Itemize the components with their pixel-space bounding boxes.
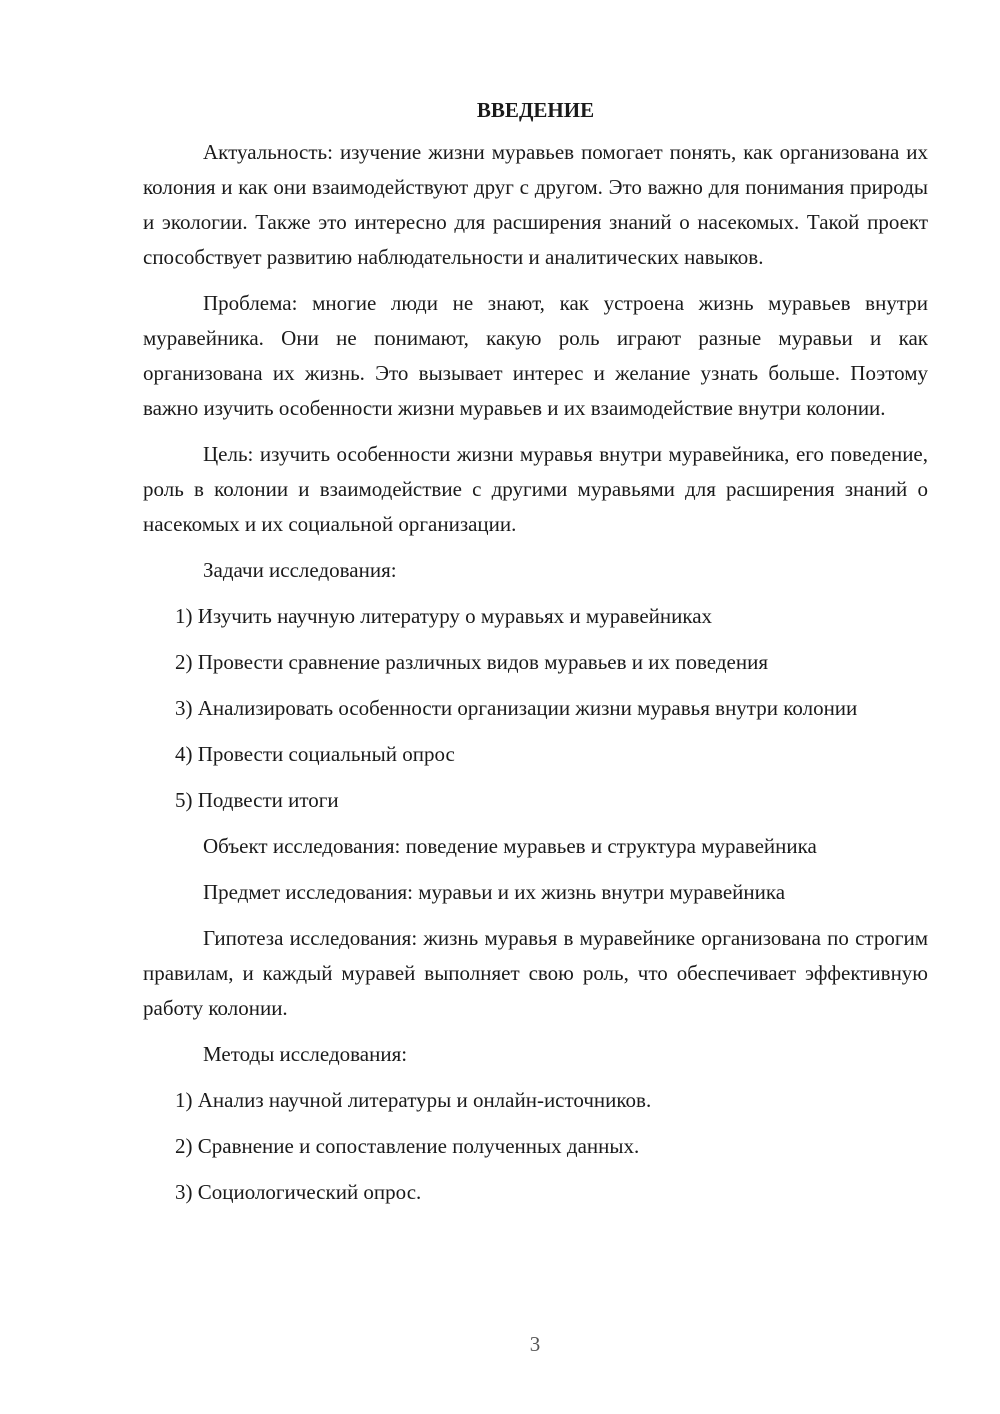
methods-heading: Методы исследования: [203,1042,408,1066]
hypothesis-paragraph: Гипотеза исследования: жизнь муравья в муравейнике организована по строгим правилам, и каждый муравей выполняет свою роль, что обеспечивает эффективную работу колонии. [143,926,928,1020]
list-item: 1) Изучить научную литературу о муравьях и муравейниках [175,604,713,628]
list-item: 3) Социологический опрос. [175,1180,422,1204]
list-item: 2) Сравнение и сопоставление полученных данных. [175,1134,640,1158]
list-item: 1) Анализ научной литературы и онлайн-источников. [175,1088,652,1112]
tasks-list [143,599,928,818]
tasks-heading: Задачи исследования: [203,558,397,582]
problem-paragraph: Проблема: многие люди не знают, как устроена жизнь муравьев внутри муравейника. Они не понимают, какую роль играют разные муравьи и как организована их жизнь. Это вызывает интерес и желание узнать больше. Поэтому важно изучить особенности жизни муравьев и их взаимодействие внутри колонии. [143,291,928,420]
list-item: 3) Анализировать особенности организации жизни муравья внутри колонии [175,696,858,720]
subject-paragraph: Предмет исследования: муравьи и их жизнь внутри муравейника [203,880,786,904]
list-item: 2) Провести сравнение различных видов муравьев и их поведения [175,650,768,674]
list-item: 4) Провести социальный опрос [175,742,455,766]
list-item: 5) Подвести итоги [175,788,339,812]
document-page [143,95,928,1221]
page-number: 3 [529,1332,541,1356]
object-paragraph: Объект исследования: поведение муравьев и структура муравейника [203,834,817,858]
relevance-paragraph: Актуальность: изучение жизни муравьев помогает понять, как организована их колония и как они взаимодействуют друг с другом. Это важно для понимания природы и экологии. Также это интересно для расширения знаний о насекомых. Такой проект способствует развитию наблюдательности и аналитических навыков. [143,140,928,269]
methods-list [143,1083,928,1210]
goal-paragraph: Цель: изучить особенности жизни муравья внутри муравейника, его поведение, роль в колонии и взаимодействие с другими муравьями для расширения знаний о насекомых и их социальной организации. [143,442,928,536]
page-title: ВВЕДЕНИЕ [476,98,595,122]
